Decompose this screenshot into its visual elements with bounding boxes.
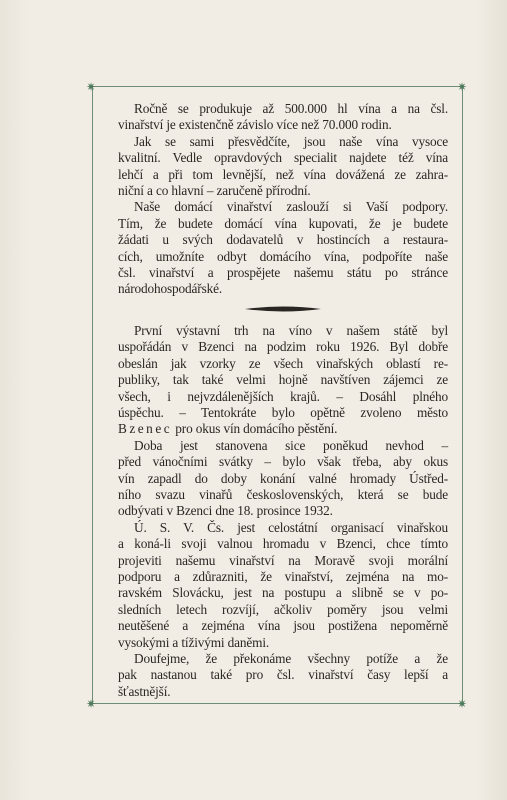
text-line: pak nastanou také pro čsl. vinařství časy lepší a <box>118 667 448 683</box>
ornamental-divider <box>245 305 321 313</box>
text-line: vysokými a tíživými daněmi. <box>118 634 270 650</box>
paragraph-support <box>118 199 448 297</box>
text-line: Jak se sami přesvědčíte, jsou naše vína vysoce <box>134 133 448 149</box>
corner-star-icon: ✷ <box>86 697 97 711</box>
text-line: vinařství je existenčně závislo více než 70.000 rodin. <box>118 117 392 133</box>
text-line: neutěšené a zejména vína jsou postižena nepoměrně <box>118 618 448 634</box>
text-line: a koná-li svoji valnou hromadu v Bzenci, chce tímto <box>118 536 448 552</box>
text-line: kvalitní. Vedle opravdových specialit najdete též vína <box>118 150 448 166</box>
text-line: ravském Slovácku, jest na postupu a slibně se v po- <box>118 585 448 601</box>
text-line: lehčí a při tom levnější, než vína dovážená ze zahra- <box>118 166 448 182</box>
text-line: obeslán jak vzorky ze všech vinařských oblastí re- <box>118 355 448 371</box>
text-line: vín zapadl do doby konání valné hromady Ústřed- <box>118 470 448 486</box>
text-line: žádati u svých dodavatelů v hostincích a restaura- <box>118 232 448 248</box>
text-line: všech, i nejvzdálenějších krajů. – Dosáhl plného <box>118 388 448 404</box>
text-line: před vánočními svátky – bylo však třeba, aby okus <box>118 454 448 470</box>
paragraph-date <box>118 438 448 520</box>
text-line: čsl. vinařství a prospějete našemu státu po stránce <box>118 265 448 281</box>
text-line: cích, umožníte odbyt domácího vína, podpoříte naše <box>118 248 448 264</box>
text-line: Ú. S. V. Čs. jest celostátní organisací vinařskou <box>134 519 448 535</box>
text-line: Naše domácí vinařství zaslouží si Vaší podpory. <box>134 199 448 215</box>
corner-star-icon: ✷ <box>457 697 468 711</box>
paragraph-exhibition <box>118 323 448 438</box>
text-line: projeviti našemu vinařství na Moravě svoji morální <box>118 552 448 568</box>
text-line: ního svazu vinařů československých, která se bude <box>118 486 448 502</box>
text-line: Tím, že budete domácí vína kupovati, že je budete <box>118 215 448 231</box>
text-line: Doufejme, že překonáme všechny potíže a že <box>134 651 448 666</box>
text-line: publiky, tak také velmi hojně navštíven zájemci ze <box>118 372 448 388</box>
text-line: šťastnější. <box>118 683 171 699</box>
text-line: úspěchu. – Tentokráte bylo opětně zvoleno město <box>118 404 448 420</box>
text-line: národohospodářské. <box>118 281 223 297</box>
text-line <box>118 421 448 437</box>
text-line: Ročně se produkuje až 500.000 hl vína a na čsl. <box>134 101 448 116</box>
text-fragment: pro okus vín domácího pěstění. <box>172 421 338 437</box>
text-line: podporu a zdůrazniti, že vinařství, zejména na mo- <box>118 568 448 584</box>
paragraph-hope <box>118 651 448 700</box>
paragraph-organisation <box>118 520 448 651</box>
paragraph-quality <box>118 134 448 200</box>
text-line: První výstavní trh na víno v našem státě byl <box>134 322 448 338</box>
text-line: sledních letech rozvíjí, ačkoliv poměry jsou velmi <box>118 601 448 617</box>
text-line: odbývati v Bzenci dne 18. prosince 1932. <box>118 503 333 519</box>
town-name: Bzenec <box>118 421 173 437</box>
paragraph-production <box>118 101 448 134</box>
text-line: Doba jest stanovena sice poněkud nevhod – <box>134 437 448 453</box>
text-line: niční a co hlavní – zaručeně přírodní. <box>118 183 311 199</box>
corner-star-icon: ✷ <box>457 80 468 94</box>
corner-star-icon: ✷ <box>86 80 97 94</box>
text-block <box>118 101 448 700</box>
text-line: uspořádán v Bzenci na podzim roku 1926. Byl dobře <box>118 339 448 355</box>
